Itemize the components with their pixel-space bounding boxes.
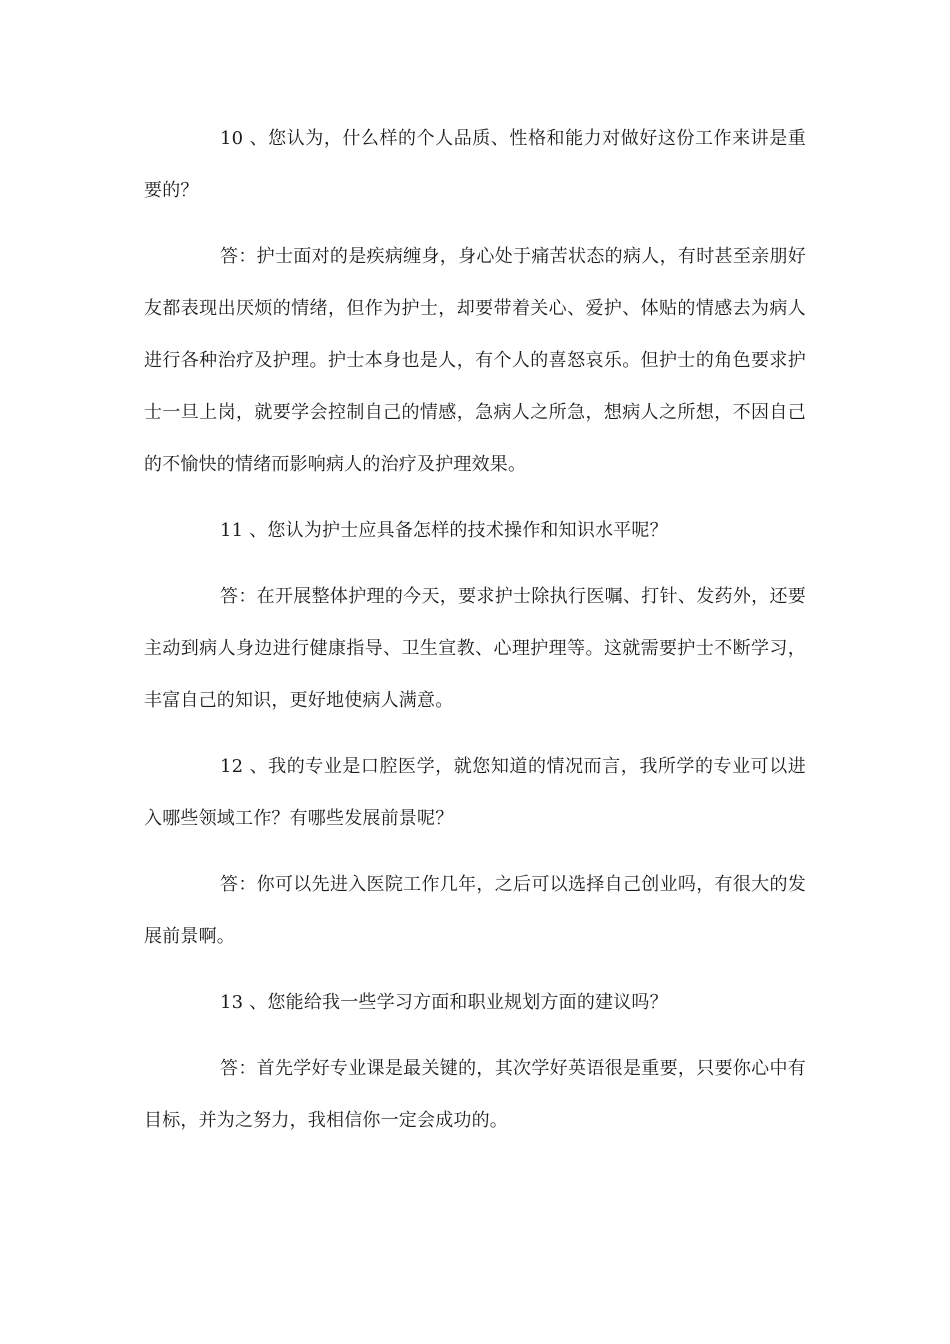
answer-13: 答：首先学好专业课是最关键的，其次学好英语很是重要，只要你心中有目标，并为之努力，我相信你一定会成功的。 — [144, 1058, 806, 1131]
answer-12: 答：你可以先进入医院工作几年，之后可以选择自己创业吗，有很大的发展前景啊。 — [144, 874, 806, 947]
answer-11: 答：在开展整体护理的今天，要求护士除执行医嘱、打针、发药外，还要主动到病人身边进行健康指导、卫生宣教、心理护理等。这就需要护士不断学习，丰富自己的知识，更好地使病人满意。 — [144, 586, 806, 711]
question-13: 13 、您能给我一些学习方面和职业规划方面的建议吗？ — [220, 992, 668, 1013]
question-11: 11 、您认为护士应具备怎样的技术操作和知识水平呢？ — [220, 520, 668, 541]
question-12: 12 、我的专业是口腔医学，就您知道的情况而言，我所学的专业可以进入哪些领域工作？有哪些发展前景呢？ — [144, 756, 806, 829]
answer-10: 答：护士面对的是疾病缠身，身心处于痛苦状态的病人，有时甚至亲朋好友都表现出厌烦的情绪，但作为护士，却要带着关心、爱护、体贴的情感去为病人进行各种治疗及护理。护士本身也是人，有个人的喜怒哀乐。但护士的角色要求护士一旦上岗，就要学会控制自己的情感，急病人之所急，想病人之所想，不因自己的不愉快的情绪而影响病人的治疗及护理效果。 — [144, 246, 806, 475]
document-body — [144, 113, 806, 1161]
question-10: 10 、您认为，什么样的个人品质、性格和能力对做好这份工作来讲是重要的？ — [144, 128, 806, 201]
